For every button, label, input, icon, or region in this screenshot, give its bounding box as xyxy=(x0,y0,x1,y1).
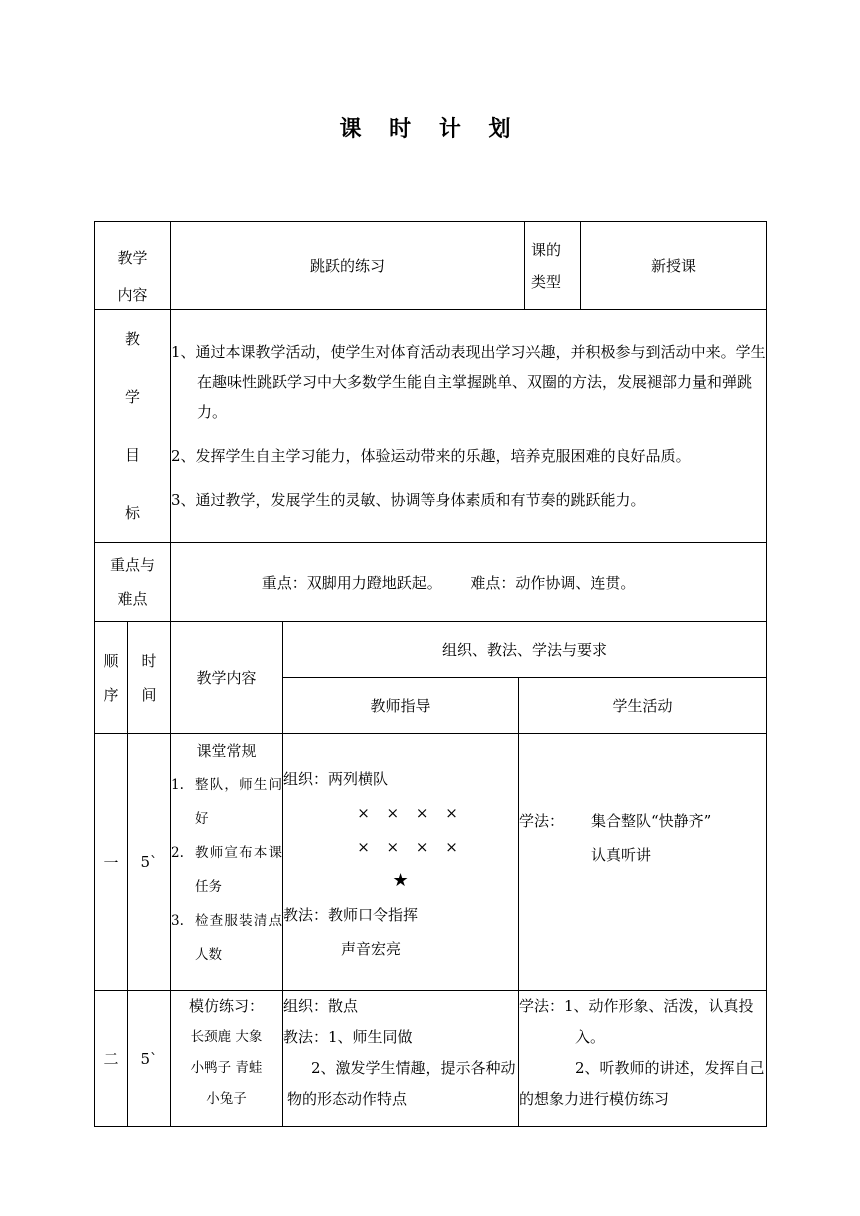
objectives-row xyxy=(95,310,767,543)
key-points-row xyxy=(95,543,767,622)
time-header xyxy=(128,622,171,734)
key-points-label-cell xyxy=(95,543,171,622)
student-method-line-1: 集合整队“快静齐” xyxy=(591,812,712,830)
section-content xyxy=(171,734,283,991)
type-label-line-1: 课的 xyxy=(531,240,562,259)
imitation-animals: 小鸭子 青蛙 xyxy=(190,1060,263,1076)
imitation-animals: 小兔子 xyxy=(206,1091,247,1107)
header-row xyxy=(95,222,767,310)
teacher-organization: 组织：两列横队 xyxy=(283,770,389,788)
lesson-plan-table xyxy=(94,221,767,1127)
org-header: 组织、教法、学法与要求 xyxy=(283,622,767,678)
teacher-method: 教法：1、师生同做 xyxy=(283,1028,413,1046)
key-points-text: 重点：双脚用力蹬地跃起。 难点：动作协调、连贯。 xyxy=(171,543,767,622)
formation-row: × × × × xyxy=(357,804,464,822)
order-header xyxy=(95,622,128,734)
section-time: 5` xyxy=(128,991,171,1127)
teacher-method-line-2: 声音宏亮 xyxy=(341,940,402,958)
list-item xyxy=(171,836,282,904)
teacher-guidance xyxy=(283,991,519,1127)
student-header: 学生活动 xyxy=(519,678,767,734)
student-method-line-2: 2、听教师的讲述，发挥自己的想象力进行模仿练习 xyxy=(519,1059,765,1108)
section-row-1 xyxy=(95,734,767,991)
section-row-2 xyxy=(95,991,767,1127)
time-header-line-1: 时 xyxy=(141,651,157,670)
time-header-line-2: 间 xyxy=(141,685,157,704)
objectives-label-cell xyxy=(95,310,171,543)
content-label-cell xyxy=(95,222,171,310)
type-label-line-2: 类型 xyxy=(531,272,562,291)
list-item-number: 3. xyxy=(171,913,184,929)
imitation-heading: 模仿练习： xyxy=(189,997,265,1015)
key-points-label-line-1: 重点与 xyxy=(110,556,156,574)
objective-item: 1、通过本课教学活动，使学生对体育活动表现出学习兴趣，并积极参与到活动中来。学生在趣味性跳跃学习中大多数学生能自主掌握跳单、双圈的方法，发展褪部力量和弹跳力。 xyxy=(171,343,766,421)
type-value: 新授课 xyxy=(581,222,767,310)
objective-item: 2、发挥学生自主学习能力，体验运动带来的乐趣，培养克服困难的良好品质。 xyxy=(171,447,691,465)
teacher-guidance xyxy=(283,734,519,991)
teacher-method: 教法：教师口令指挥 xyxy=(283,906,419,924)
list-item-number: 2. xyxy=(171,845,184,861)
column-header-row-1 xyxy=(95,622,767,678)
teacher-position-star-icon: ★ xyxy=(392,870,409,891)
content-label-line-2: 内容 xyxy=(117,285,148,304)
order-header-line-1: 顺 xyxy=(103,651,119,670)
student-method-line-1: 学法：1、动作形象、活泼，认真投入。 xyxy=(519,997,754,1046)
teacher-method-line-2: 2、激发学生情趣，提示各种动物的形态动作特点 xyxy=(287,1059,516,1108)
list-item-text: 检查服装清点人数 xyxy=(195,913,283,963)
list-item xyxy=(171,768,282,836)
content-label-line-1: 教学 xyxy=(117,248,148,267)
objectives-label-char: 教 xyxy=(125,330,141,348)
section-time: 5` xyxy=(128,734,171,991)
student-activity xyxy=(519,991,767,1127)
page-title: 课 时 计 划 xyxy=(339,116,521,142)
list-item-text: 教师宣布本课任务 xyxy=(195,845,283,895)
student-method-line-2: 认真听讲 xyxy=(591,846,652,864)
objectives-label-char: 标 xyxy=(125,504,141,522)
routine-heading: 课堂常规 xyxy=(196,742,257,760)
order-header-line-2: 序 xyxy=(103,685,119,704)
type-label-cell xyxy=(525,222,581,310)
objective-item: 3、通过教学，发展学生的灵敏、协调等身体素质和有节奏的跳跃能力。 xyxy=(171,491,646,509)
key-points-label-line-2: 难点 xyxy=(117,590,148,608)
content-value: 跳跃的练习 xyxy=(171,222,525,310)
objectives-label-char: 学 xyxy=(125,388,141,406)
list-item-number: 1. xyxy=(171,777,184,793)
section-order: 二 xyxy=(95,991,128,1127)
imitation-animals: 长颈鹿 大象 xyxy=(190,1029,263,1045)
formation-row: × × × × xyxy=(357,838,464,856)
content-header: 教学内容 xyxy=(171,622,283,734)
student-activity xyxy=(519,734,767,991)
objectives-cell xyxy=(171,310,767,543)
student-method-label: 学法： xyxy=(519,812,565,830)
section-order: 一 xyxy=(95,734,128,991)
teacher-header: 教师指导 xyxy=(283,678,519,734)
list-item-text: 整队，师生问好 xyxy=(195,777,283,827)
objectives-label-char: 目 xyxy=(125,446,141,464)
teacher-organization: 组织：散点 xyxy=(283,997,359,1015)
list-item xyxy=(171,904,282,972)
